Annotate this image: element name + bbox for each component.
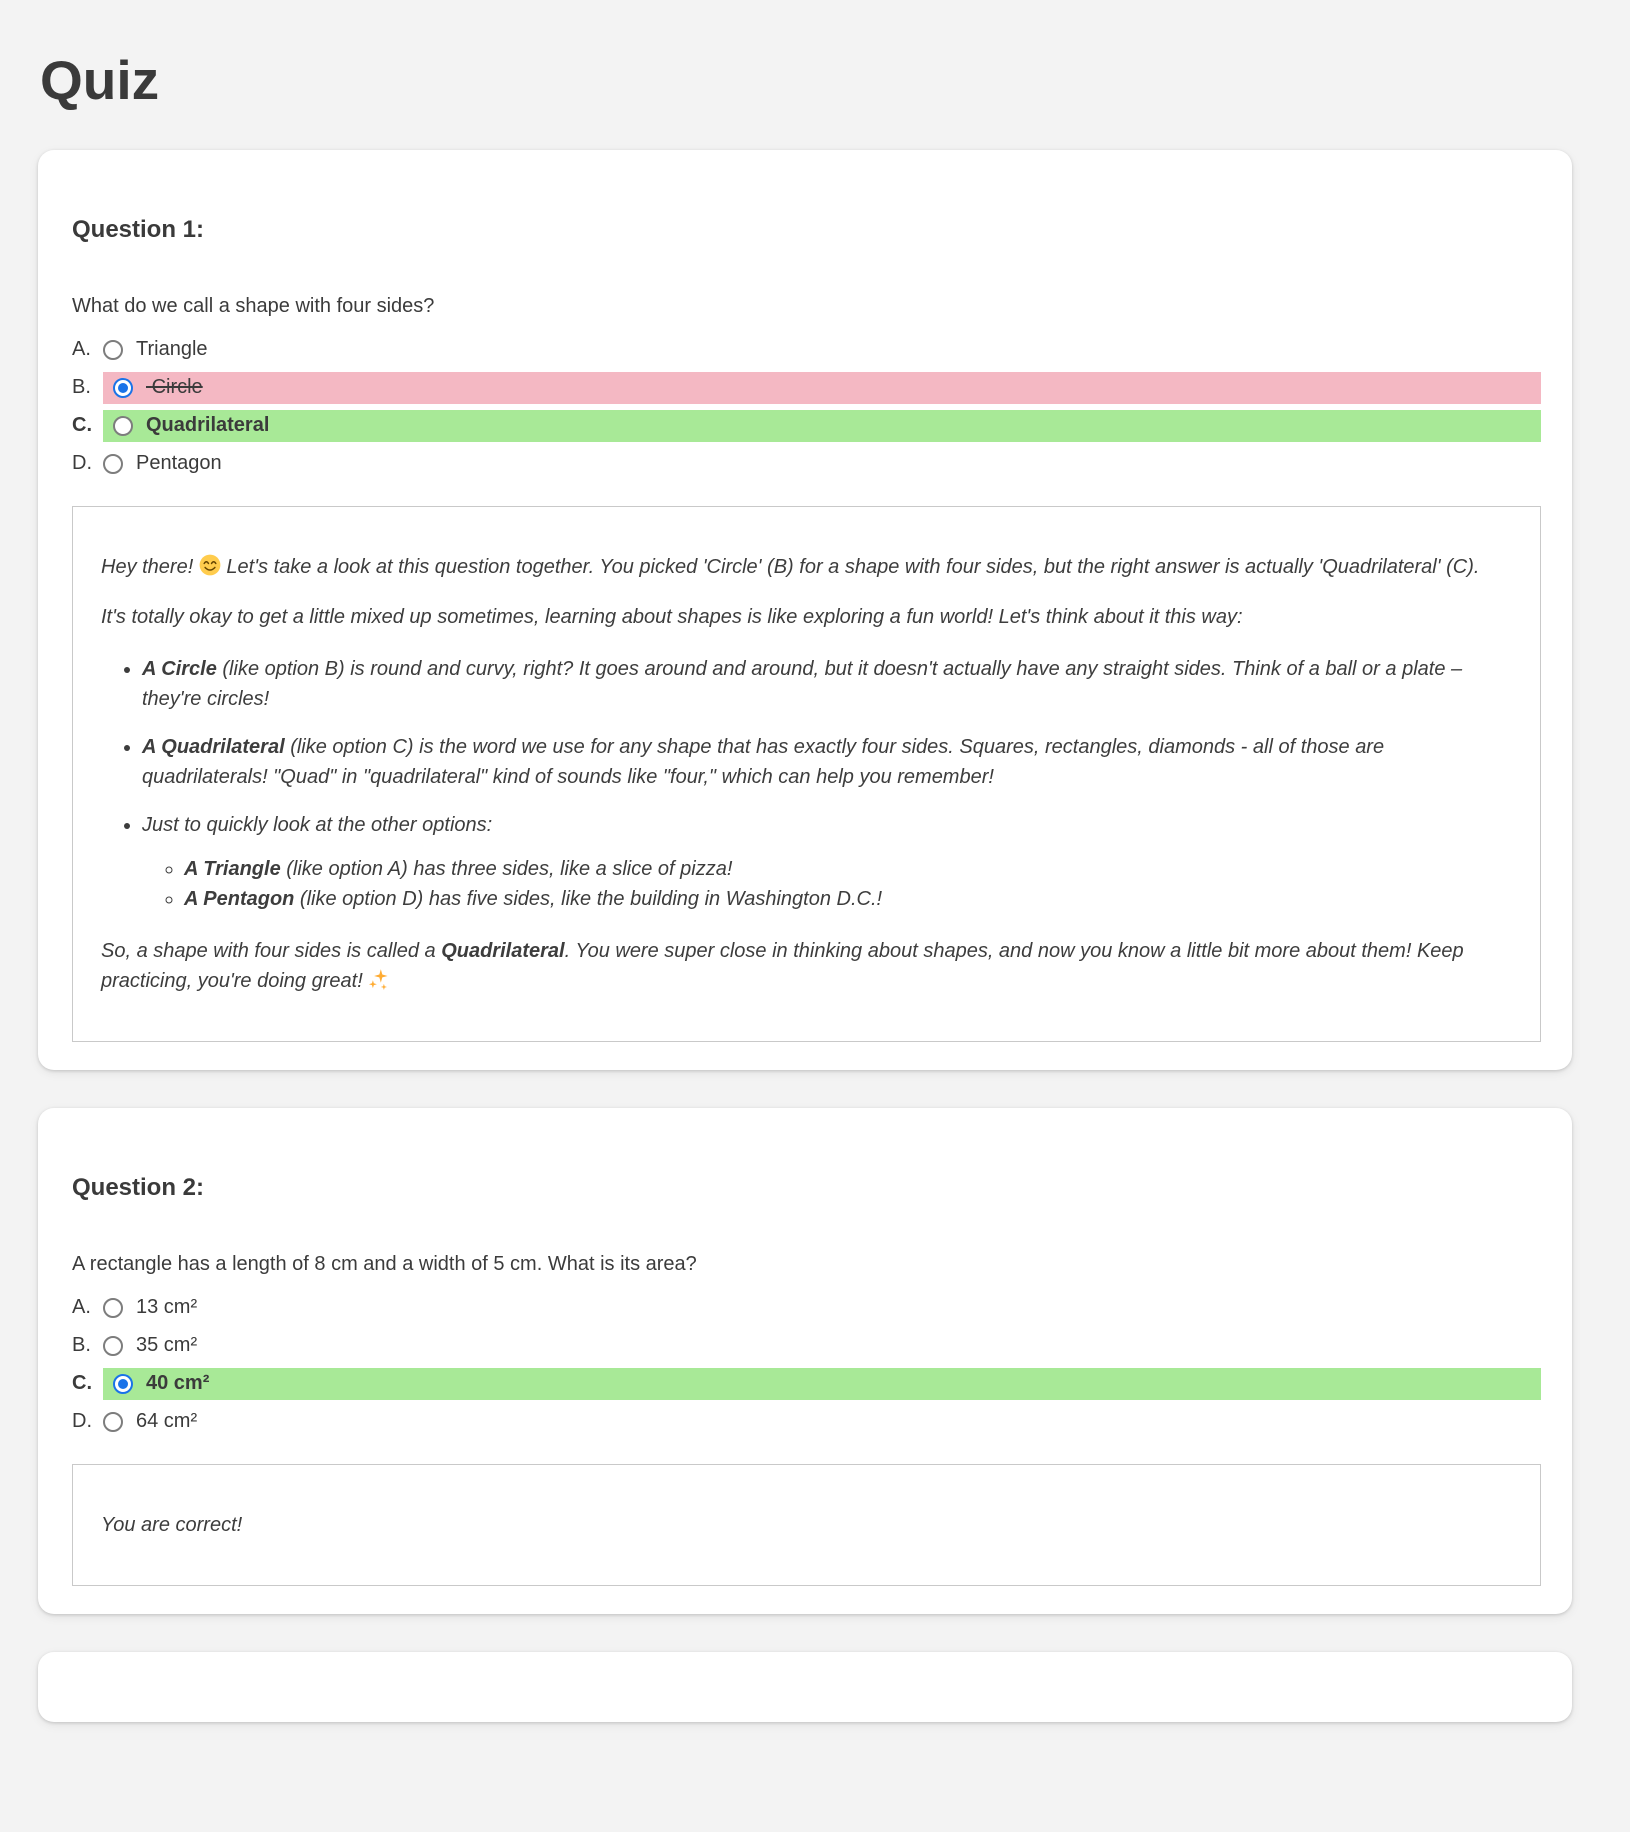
radio-dot: [118, 383, 128, 393]
question-2-options: [72, 1292, 1541, 1438]
question-card-2: [38, 1108, 1572, 1614]
question-2-feedback-box: [72, 1464, 1541, 1586]
feedback-bold-text: Quadrilateral: [441, 939, 565, 962]
feedback-text: You are correct!: [101, 1513, 243, 1536]
feedback-list: [101, 654, 1512, 914]
feedback-list-item: [142, 654, 1512, 714]
option-label: Circle: [151, 376, 203, 399]
feedback-bold-text: A Triangle: [184, 857, 281, 880]
page-title: Quiz: [40, 49, 160, 111]
radio-button[interactable]: [113, 1374, 133, 1394]
feedback-text: It's totally okay to get a little mixed up sometimes, learning about shapes is like exploring a fun world! Let's think about it this way:: [101, 605, 1243, 628]
option-letter: A.: [72, 338, 91, 361]
question-card-3-partial: [38, 1652, 1572, 1722]
option-letter: B.: [72, 1334, 91, 1357]
radio-button[interactable]: [113, 378, 133, 398]
question-1-text: What do we call a shape with four sides?: [72, 294, 435, 317]
option-body[interactable]: [103, 372, 1541, 404]
feedback-text: (like option C) is the word we use for any shape that has exactly four sides. Squares, rectangles, diamonds - all of those are quadrilaterals! "Quad" in "quadrilateral" kind of sounds like "four," which can help you remember!: [142, 735, 1385, 788]
radio-button[interactable]: [103, 1298, 123, 1318]
feedback-sublist-item: [184, 854, 1512, 884]
option-letter: B.: [72, 376, 91, 399]
sparkles-emoji: [368, 968, 390, 990]
feedback-bold-text: A Pentagon: [184, 887, 295, 910]
feedback-paragraph: [101, 552, 1512, 582]
feedback-list-item: [142, 732, 1512, 792]
option-label: Triangle: [136, 338, 208, 361]
feedback-paragraph: [101, 1510, 1512, 1540]
option-label: Pentagon: [136, 452, 222, 475]
option-label: Quadrilateral: [146, 414, 270, 437]
option-letter: D.: [72, 452, 92, 475]
radio-button[interactable]: [103, 1336, 123, 1356]
feedback-paragraph: [101, 602, 1512, 632]
option-body[interactable]: [103, 1368, 1541, 1400]
option-row: [72, 372, 1541, 404]
question-1-heading: Question 1:: [72, 215, 205, 243]
feedback-text: So, a shape with four sides is called a: [101, 939, 442, 962]
option-row: [72, 410, 1541, 442]
option-body[interactable]: [103, 1292, 1541, 1324]
option-row: [72, 1330, 1541, 1362]
radio-button[interactable]: [113, 416, 133, 436]
feedback-text: . You were super close in thinking about shapes, and now you know a little bit more about them! Keep practicing, you're doing great!: [101, 939, 1464, 992]
smiling-face-emoji: [199, 554, 221, 576]
radio-dot: [118, 1379, 128, 1389]
feedback-bold-text: A Quadrilateral: [142, 735, 285, 758]
feedback-text: (like option A) has three sides, like a slice of pizza!: [280, 857, 733, 880]
option-label: 35 cm²: [136, 1334, 198, 1357]
option-row: [72, 448, 1541, 480]
radio-button[interactable]: [103, 340, 123, 360]
option-label: 13 cm²: [136, 1296, 198, 1319]
question-1-feedback-box: [72, 506, 1541, 1042]
feedback-paragraph: [101, 936, 1512, 996]
option-row: [72, 334, 1541, 366]
question-card-1: [38, 150, 1572, 1070]
question-2-heading: Question 2:: [72, 1173, 205, 1201]
option-letter: C.: [72, 414, 92, 437]
question-1-options: [72, 334, 1541, 480]
feedback-sublist: [142, 854, 1512, 914]
option-label: 40 cm²: [146, 1372, 210, 1395]
feedback-text: Let's take a look at this question together. You picked 'Circle' (B) for a shape with four sides, but the right answer is actually 'Quadrilateral' (C).: [220, 555, 1480, 578]
radio-button[interactable]: [103, 1412, 123, 1432]
option-body[interactable]: [103, 410, 1541, 442]
feedback-text: Just to quickly look at the other options:: [142, 813, 493, 836]
option-row: [72, 1406, 1541, 1438]
feedback-list-item: [142, 810, 1512, 914]
question-2-text: A rectangle has a length of 8 cm and a width of 5 cm. What is its area?: [72, 1252, 697, 1275]
feedback-text: (like option B) is round and curvy, right? It goes around and around, but it doesn't actually have any straight sides. Think of a ball or a plate – they're circles!: [142, 657, 1463, 710]
option-letter: D.: [72, 1410, 92, 1433]
feedback-sublist-item: [184, 884, 1512, 914]
option-row: [72, 1292, 1541, 1324]
option-body[interactable]: [103, 1330, 1541, 1362]
feedback-text: Hey there!: [101, 555, 199, 578]
radio-button[interactable]: [103, 454, 123, 474]
option-letter: A.: [72, 1296, 91, 1319]
feedback-text: (like option D) has five sides, like the building in Washington D.C.!: [294, 887, 883, 910]
option-row: [72, 1368, 1541, 1400]
option-body[interactable]: [103, 448, 1541, 480]
option-body[interactable]: [103, 334, 1541, 366]
option-letter: C.: [72, 1372, 92, 1395]
option-body[interactable]: [103, 1406, 1541, 1438]
option-label: 64 cm²: [136, 1410, 198, 1433]
feedback-bold-text: A Circle: [142, 657, 217, 680]
